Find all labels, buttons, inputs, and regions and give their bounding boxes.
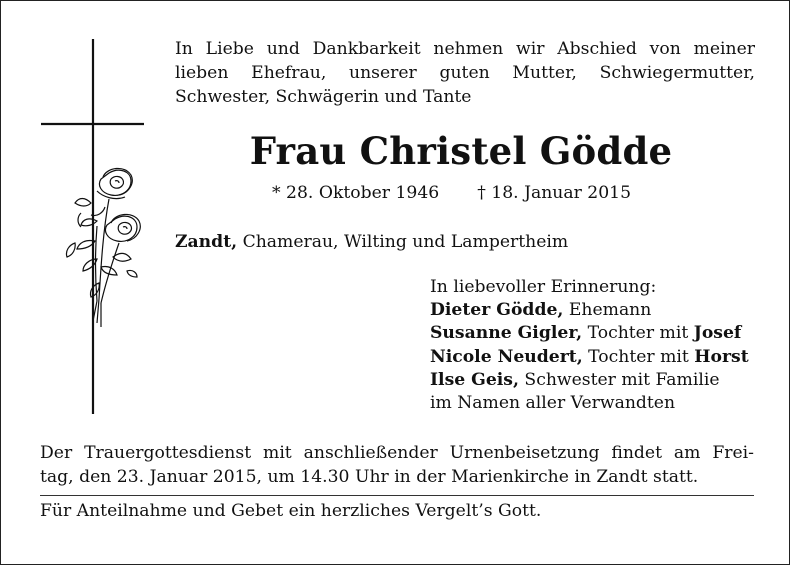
service-line: Der Trauergottesdienst mit anschließender Urnenbeisetzung findet am Frei- <box>40 443 754 463</box>
mourner-name: Ilse Geis, <box>430 369 519 390</box>
service-info <box>40 441 754 489</box>
mourners-intro: In liebevoller Erinnerung: <box>430 277 657 297</box>
mourner-line <box>430 369 749 392</box>
intro-text <box>175 37 755 109</box>
service-line: tag, den 23. Januar 2015, um 14.30 Uhr in der Marienkirche in Zandt statt. <box>40 467 699 487</box>
cross-with-roses-icon <box>31 31 161 421</box>
death-date: † 18. Januar 2015 <box>477 183 632 203</box>
mourner-name: Nicole Neudert, <box>430 346 583 367</box>
place-primary: Zandt, <box>175 232 238 252</box>
intro-line: lieben Ehefrau, unserer guten Mutter, Schwiegermutter, <box>175 63 755 83</box>
mourner-line <box>430 346 749 369</box>
mourner-relation: Tochter mit <box>582 346 695 367</box>
mourner-relation: Ehemann <box>563 300 652 321</box>
intro-line: In Liebe und Dankbarkeit nehmen wir Abschied von meiner <box>175 39 755 59</box>
place-others: Chamerau, Wilting und Lampertheim <box>237 232 569 252</box>
mourner-relation: Tochter mit <box>582 323 694 344</box>
divider <box>40 495 754 496</box>
mourner-name: Susanne Gigler, <box>430 323 583 344</box>
deceased-name: Frau Christel Gödde <box>249 129 673 173</box>
mourners-outro: im Namen aller Verwandten <box>430 393 676 414</box>
mourner-line <box>430 299 749 322</box>
birth-date: * 28. Oktober 1946 <box>272 183 440 203</box>
mourner-name: Dieter Gödde, <box>430 300 564 321</box>
intro-line: Schwester, Schwägerin und Tante <box>175 87 472 107</box>
life-dates <box>272 183 631 203</box>
mourner-line <box>430 322 749 345</box>
mourner-partner: Horst <box>694 346 749 367</box>
mourner-relation: Schwester mit Familie <box>518 369 720 390</box>
mourner-partner: Josef <box>693 323 742 344</box>
mourners-block <box>430 276 749 415</box>
thanks-text: Für Anteilnahme und Gebet ein herzliches Vergelt’s Gott. <box>40 501 542 521</box>
places <box>175 232 568 252</box>
